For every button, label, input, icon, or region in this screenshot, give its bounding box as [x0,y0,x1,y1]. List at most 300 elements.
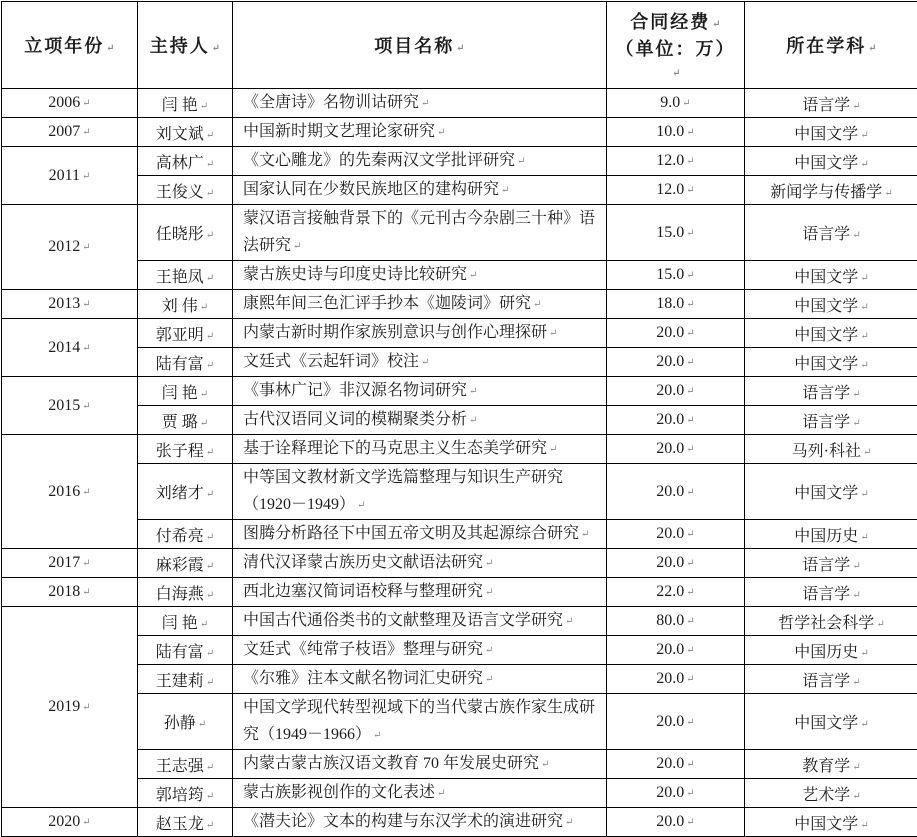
table-row [2,176,917,205]
paragraph-mark-icon: ↵ [421,98,429,109]
year-cell-text: 2014 ↵ [48,339,90,356]
title-cell [233,319,607,348]
title-cell [233,205,607,261]
paragraph-mark-icon: ↵ [549,328,557,339]
funding-cell-text: 20.0 ↵ [656,525,694,542]
discipline-cell [745,435,917,464]
year-cell [2,319,138,377]
pi-cell-text: 王俊义 ↵ [156,184,214,201]
year-cell-text: 2018 ↵ [48,583,90,600]
paragraph-mark-icon: ↵ [206,561,214,572]
paragraph-mark-icon: ↵ [686,156,694,167]
paragraph-mark-icon: ↵ [82,558,90,569]
pi-cell-text: 孙静 ↵ [164,715,206,732]
paragraph-mark-icon: ↵ [469,386,477,397]
paragraph-mark-icon: ↵ [206,159,214,170]
discipline-cell [745,808,917,837]
table-row [2,319,917,348]
paragraph-mark-icon: ↵ [206,130,214,141]
pi-cell-text: 赵玉龙 ↵ [156,816,214,833]
discipline-cell [745,176,917,205]
discipline-cell-text: 中国文学 ↵ [794,356,868,373]
pi-cell [138,549,233,578]
paragraph-mark-icon: ↵ [682,98,690,109]
paragraph-mark-icon: ↵ [485,674,493,685]
paragraph-mark-icon: ↵ [82,127,90,138]
funding-cell [607,261,745,290]
discipline-cell-text: 教育学 ↵ [802,758,860,775]
year-cell-text: 2012 ↵ [48,238,90,255]
discipline-cell-text: 中国文学 ↵ [794,715,868,732]
paragraph-mark-icon: ↵ [686,645,694,656]
funding-cell [607,176,745,205]
paragraph-mark-icon: ↵ [876,619,884,630]
pi-cell [138,377,233,406]
paragraph-mark-icon: ↵ [82,343,90,354]
pi-cell-text: 白海燕 ↵ [156,586,214,603]
pi-cell [138,607,233,636]
paragraph-mark-icon: ↵ [852,762,860,773]
discipline-cell [745,607,917,636]
year-cell-text: 2020 ↵ [48,813,90,830]
title-cell-text: 《尔雅》注本文献名物词汇史研究 ↵ [243,670,493,687]
paragraph-mark-icon: ↵ [469,270,477,281]
title-cell-text: 内蒙古蒙古族汉语文教育 70 年发展史研究 ↵ [243,755,549,772]
funding-cell [607,578,745,607]
pi-cell [138,636,233,665]
paragraph-mark-icon: ↵ [456,43,464,54]
table-row [2,808,917,837]
pi-cell-text: 闫 艳 ↵ [162,615,208,632]
title-cell-text: 文廷式《云起轩词》校注 ↵ [243,353,429,370]
discipline-cell [745,464,917,520]
title-cell [233,607,607,636]
title-cell-text: 蒙古族史诗与印度史诗比较研究 ↵ [243,266,477,283]
paragraph-mark-icon: ↵ [860,159,868,170]
discipline-cell-text: 语言学 ↵ [802,414,860,431]
funding-cell-text: 20.0 ↵ [656,784,694,801]
header-title [233,2,607,89]
discipline-cell-text: 中国文学 ↵ [794,269,868,286]
year-cell-text: 2006 ↵ [48,94,90,111]
paragraph-mark-icon: ↵ [106,43,114,54]
pi-cell [138,578,233,607]
paragraph-mark-icon: ↵ [686,328,694,339]
title-cell-text: 《全唐诗》名物训诂研究 ↵ [243,94,429,111]
funding-cell-text: 15.0 ↵ [656,266,694,283]
paragraph-mark-icon: ↵ [82,487,90,498]
paragraph-mark-icon: ↵ [206,791,214,802]
paragraph-mark-icon: ↵ [852,230,860,241]
paragraph-mark-icon: ↵ [206,648,214,659]
discipline-cell [745,578,917,607]
paragraph-mark-icon: ↵ [200,619,208,630]
paragraph-mark-icon: ↵ [686,817,694,828]
funding-cell-text: 20.0 ↵ [656,440,694,457]
pi-cell-text: 陆有富 ↵ [156,644,214,661]
discipline-cell-text: 中国文学 ↵ [794,155,868,172]
year-cell [2,377,138,435]
table-row [2,607,917,636]
title-cell [233,520,607,549]
year-cell [2,147,138,205]
title-cell [233,578,607,607]
funding-cell [607,290,745,319]
pi-cell [138,290,233,319]
paragraph-mark-icon: ↵ [686,616,694,627]
paragraph-mark-icon: ↵ [686,185,694,196]
table-row [2,377,917,406]
funding-cell-text: 20.0 ↵ [656,554,694,571]
paragraph-mark-icon: ↵ [82,98,90,109]
pi-cell-text: 郭培筠 ↵ [156,787,214,804]
funding-cell [607,636,745,665]
title-cell-text: 内蒙古新时期作家族别意识与创作心理探研 ↵ [243,324,557,341]
header-funding-lines [611,8,740,82]
table-row [2,261,917,290]
table-row [2,665,917,694]
year-cell [2,205,138,290]
paragraph-mark-icon: ↵ [82,817,90,828]
pi-cell [138,319,233,348]
pi-cell [138,147,233,176]
table-row [2,464,917,520]
year-cell-text: 2019 ↵ [48,698,90,715]
paragraph-mark-icon: ↵ [437,127,445,138]
funding-cell-text: 12.0 ↵ [656,181,694,198]
title-cell-text: 康熙年间三色汇评手抄本《迦陵词》研究 ↵ [243,295,541,312]
title-cell-text: 文廷式《纯常子枝语》整理与研究 ↵ [243,641,493,658]
year-cell-text: 2016 ↵ [48,483,90,500]
paragraph-mark-icon: ↵ [541,759,549,770]
funding-cell [607,607,745,636]
pi-cell-text: 付希亮 ↵ [156,528,214,545]
title-cell-text: 《文心雕龙》的先秦两汉文学批评研究 ↵ [243,152,525,169]
paragraph-mark-icon: ↵ [82,702,90,713]
discipline-cell [745,549,917,578]
paragraph-mark-icon: ↵ [200,418,208,429]
paragraph-mark-icon: ↵ [485,645,493,656]
pi-cell [138,665,233,694]
title-cell [233,808,607,837]
pi-cell [138,808,233,837]
year-cell-text: 2015 ↵ [48,397,90,414]
funding-cell [607,549,745,578]
funding-cell-text: 20.0 ↵ [656,382,694,399]
discipline-cell-text: 语言学 ↵ [802,97,860,114]
paragraph-mark-icon: ↵ [82,587,90,598]
discipline-cell-text: 中国文学 ↵ [794,327,868,344]
discipline-cell-text: 语言学 ↵ [802,586,860,603]
pi-cell-text: 麻彩霞 ↵ [156,557,214,574]
paragraph-mark-icon: ↵ [373,730,381,741]
discipline-cell-text: 哲学社会科学 ↵ [778,615,884,632]
funding-cell-text: 20.0 ↵ [656,641,694,658]
header-discipline [745,2,917,89]
pi-cell [138,750,233,779]
paragraph-mark-icon: ↵ [565,817,573,828]
paragraph-mark-icon: ↵ [206,590,214,601]
funding-cell [607,435,745,464]
pi-cell-text: 张子程 ↵ [156,443,214,460]
paragraph-mark-icon: ↵ [206,447,214,458]
table-row [2,694,917,750]
discipline-cell [745,377,917,406]
header-funding-line2: （单位：万）↵ [611,35,740,82]
discipline-cell-text: 新闻学与传播学 ↵ [770,184,892,201]
paragraph-mark-icon: ↵ [852,418,860,429]
discipline-cell-text: 中国历史 ↵ [794,528,868,545]
funding-cell [607,464,745,520]
title-cell [233,176,607,205]
paragraph-mark-icon: ↵ [206,677,214,688]
discipline-cell-text: 语言学 ↵ [802,557,860,574]
funding-cell-text: 18.0 ↵ [656,295,694,312]
funding-cell [607,147,745,176]
discipline-cell-text: 中国文学 ↵ [794,485,868,502]
title-cell [233,435,607,464]
discipline-cell [745,750,917,779]
header-year-label: 立项年份 ↵ [24,36,114,56]
paragraph-mark-icon: ↵ [860,273,868,284]
pi-cell-text: 郭亚明 ↵ [156,327,214,344]
paragraph-mark-icon: ↵ [686,487,694,498]
title-cell [233,549,607,578]
table-row [2,205,917,261]
table-row [2,89,917,118]
paragraph-mark-icon: ↵ [501,185,509,196]
paragraph-mark-icon: ↵ [206,489,214,500]
projects-table [1,1,917,837]
funding-cell [607,665,745,694]
discipline-cell-text: 中国文学 ↵ [794,816,868,833]
paragraph-mark-icon: ↵ [206,188,214,199]
header-pi [138,2,233,89]
paragraph-mark-icon: ↵ [686,587,694,598]
paragraph-mark-icon: ↵ [863,447,871,458]
table-row [2,520,917,549]
title-cell [233,377,607,406]
title-cell-text: 中国文学现代转型视域下的当代蒙古族作家生成研究（1949－1966） ↵ [243,699,595,743]
title-cell-text: 中等国文教材新文学选篇整理与知识生产研究（1920－1949） ↵ [243,469,563,513]
year-cell [2,578,138,607]
title-cell-text: 基于诠释理论下的马克思主义生态美学研究 ↵ [243,440,557,457]
pi-cell-text: 贾 璐 ↵ [162,414,208,431]
pi-cell-text: 刘绪才 ↵ [156,485,214,502]
year-cell-text: 2013 ↵ [48,295,90,312]
table-row [2,348,917,377]
paragraph-mark-icon: ↵ [82,299,90,310]
funding-cell [607,406,745,435]
header-funding [607,2,745,89]
paragraph-mark-icon: ↵ [712,19,720,30]
discipline-cell [745,89,917,118]
paragraph-mark-icon: ↵ [686,717,694,728]
paragraph-mark-icon: ↵ [860,820,868,831]
funding-cell-text: 20.0 ↵ [656,411,694,428]
table-row [2,435,917,464]
pi-cell [138,406,233,435]
title-cell-text: 蒙汉语言接触背景下的《元刊古今杂剧三十种》语法研究 ↵ [243,210,595,254]
funding-cell [607,348,745,377]
paragraph-mark-icon: ↵ [686,127,694,138]
funding-cell [607,808,745,837]
year-cell [2,290,138,319]
funding-cell-text: 20.0 ↵ [656,813,694,830]
paragraph-mark-icon: ↵ [206,360,214,371]
paragraph-mark-icon: ↵ [686,444,694,455]
header-row [2,2,917,89]
title-cell [233,118,607,147]
table-row [2,578,917,607]
pi-cell-text: 王志强 ↵ [156,758,214,775]
paragraph-mark-icon: ↵ [206,331,214,342]
paragraph-mark-icon: ↵ [82,242,90,253]
paragraph-mark-icon: ↵ [686,415,694,426]
table-row [2,147,917,176]
paragraph-mark-icon: ↵ [686,674,694,685]
funding-cell [607,520,745,549]
title-cell-text: 图腾分析路径下中国五帝文明及其起源综合研究 ↵ [243,525,589,542]
pi-cell-text: 高林广 ↵ [156,155,214,172]
discipline-cell [745,147,917,176]
title-cell [233,750,607,779]
paragraph-mark-icon: ↵ [686,759,694,770]
title-cell [233,147,607,176]
funding-cell-text: 20.0 ↵ [656,483,694,500]
pi-cell [138,348,233,377]
funding-cell [607,377,745,406]
pi-cell-text: 闫 艳 ↵ [162,385,208,402]
pi-cell-text: 陆有富 ↵ [156,356,214,373]
paragraph-mark-icon: ↵ [860,719,868,730]
pi-cell [138,520,233,549]
paragraph-mark-icon: ↵ [206,762,214,773]
discipline-cell-text: 艺术学 ↵ [802,787,860,804]
funding-cell-text: 20.0 ↵ [656,324,694,341]
funding-cell [607,205,745,261]
paragraph-mark-icon: ↵ [860,532,868,543]
paragraph-mark-icon: ↵ [852,561,860,572]
paragraph-mark-icon: ↵ [485,558,493,569]
table-row [2,406,917,435]
paragraph-mark-icon: ↵ [852,677,860,688]
year-cell-text: 2017 ↵ [48,554,90,571]
year-cell [2,549,138,578]
header-discipline-label: 所在学科 ↵ [786,36,876,56]
paragraph-mark-icon: ↵ [860,331,868,342]
funding-cell-text: 80.0 ↵ [656,612,694,629]
paragraph-mark-icon: ↵ [686,529,694,540]
paragraph-mark-icon: ↵ [533,299,541,310]
discipline-cell [745,205,917,261]
funding-cell-text: 20.0 ↵ [656,670,694,687]
funding-cell [607,694,745,750]
funding-cell-text: 10.0 ↵ [656,123,694,140]
discipline-cell [745,636,917,665]
table-row [2,290,917,319]
title-cell-text: 《事林广记》非汉源名物词研究 ↵ [243,382,477,399]
header-title-label: 项目名称 ↵ [374,36,464,56]
year-cell-text: 2007 ↵ [48,123,90,140]
pi-cell-text: 王建莉 ↵ [156,673,214,690]
paragraph-mark-icon: ↵ [549,444,557,455]
header-pi-label: 主持人 ↵ [150,36,220,56]
year-cell [2,435,138,549]
discipline-cell-text: 马列·科社 ↵ [792,443,872,460]
discipline-cell [745,261,917,290]
funding-cell [607,118,745,147]
title-cell-text: 中国新时期文艺理论家研究 ↵ [243,123,445,140]
funding-cell-text: 9.0 ↵ [660,94,690,111]
title-cell [233,89,607,118]
paragraph-mark-icon: ↵ [212,43,220,54]
paragraph-mark-icon: ↵ [686,386,694,397]
title-cell-text: 古代汉语同义词的模糊聚类分析 ↵ [243,411,477,428]
header-year [2,2,138,89]
paragraph-mark-icon: ↵ [200,302,208,313]
year-cell [2,89,138,118]
title-cell-text: 中国古代通俗类书的文献整理及语言文学研究 ↵ [243,612,573,629]
pi-cell-text: 王艳凤 ↵ [156,269,214,286]
funding-cell-text: 15.0 ↵ [656,224,694,241]
paragraph-mark-icon: ↵ [884,188,892,199]
paragraph-mark-icon: ↵ [686,270,694,281]
discipline-cell [745,520,917,549]
paragraph-mark-icon: ↵ [686,299,694,310]
paragraph-mark-icon: ↵ [860,130,868,141]
paragraph-mark-icon: ↵ [200,101,208,112]
title-cell [233,406,607,435]
pi-cell [138,176,233,205]
discipline-cell-text: 中国文学 ↵ [794,298,868,315]
paragraph-mark-icon: ↵ [860,648,868,659]
discipline-cell-text: 语言学 ↵ [802,673,860,690]
funding-cell-text: 20.0 ↵ [656,353,694,370]
funding-cell [607,319,745,348]
paragraph-mark-icon: ↵ [852,101,860,112]
paragraph-mark-icon: ↵ [485,587,493,598]
paragraph-mark-icon: ↵ [517,156,525,167]
paragraph-mark-icon: ↵ [686,228,694,239]
year-cell [2,607,138,808]
funding-cell-text: 22.0 ↵ [656,583,694,600]
discipline-cell [745,406,917,435]
paragraph-mark-icon: ↵ [206,820,214,831]
pi-cell [138,435,233,464]
pi-cell-text: 刘文斌 ↵ [156,126,214,143]
year-cell [2,118,138,147]
paragraph-mark-icon: ↵ [852,791,860,802]
discipline-cell-text: 中国历史 ↵ [794,644,868,661]
pi-cell [138,464,233,520]
paragraph-mark-icon: ↵ [437,788,445,799]
projects-table-body [2,89,917,837]
paragraph-mark-icon: ↵ [200,389,208,400]
paragraph-mark-icon: ↵ [421,357,429,368]
paragraph-mark-icon: ↵ [860,489,868,500]
discipline-cell-text: 语言学 ↵ [802,385,860,402]
paragraph-mark-icon: ↵ [206,273,214,284]
year-cell [2,808,138,837]
discipline-cell [745,694,917,750]
table-row [2,636,917,665]
funding-cell-text: 20.0 ↵ [656,713,694,730]
paragraph-mark-icon: ↵ [82,401,90,412]
paragraph-mark-icon: ↵ [82,171,90,182]
pi-cell [138,261,233,290]
header-funding-line1: 合同经费 ↵ [630,8,720,34]
